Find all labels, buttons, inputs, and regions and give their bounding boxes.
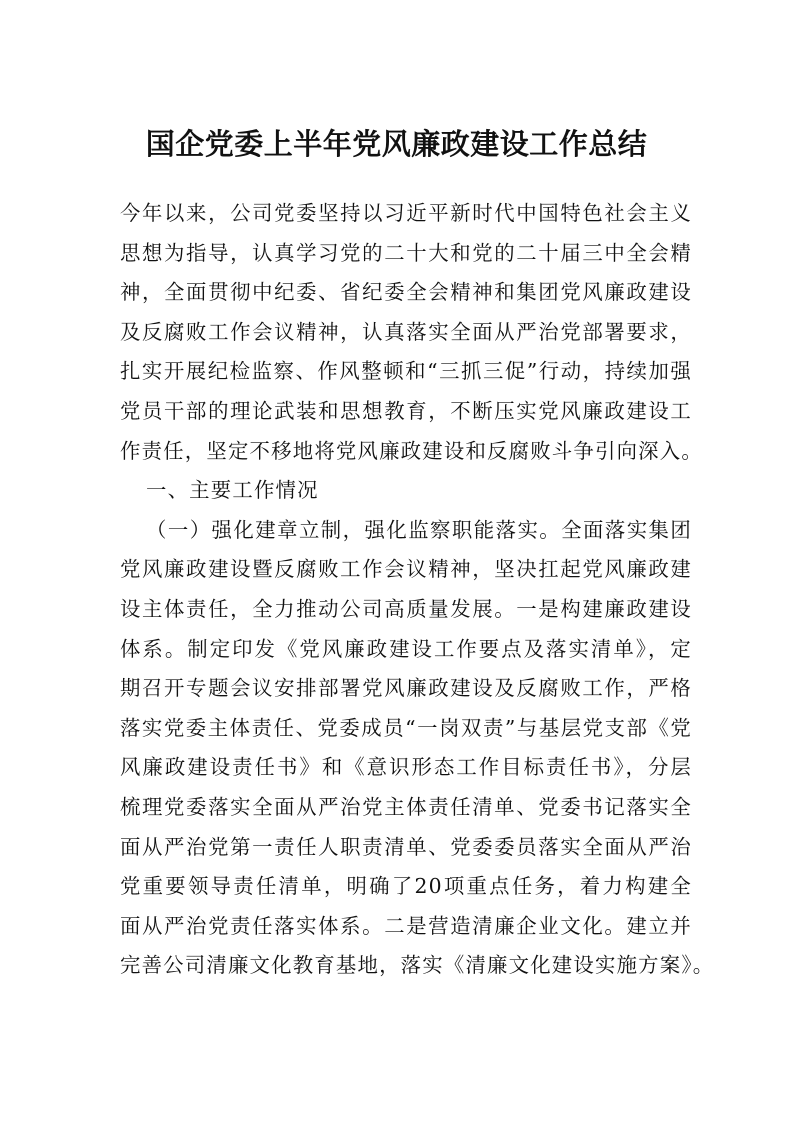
section-heading: 一、主要工作情况: [146, 478, 319, 503]
paragraph-1-line-5: 扎实开展纪检监察、作风整顿和“三抓三促”行动，持续加强: [120, 359, 692, 384]
document-body: [120, 194, 715, 986]
paragraph-2-line-1: （一）强化建章立制，强化监察职能落实。全面落实集团: [146, 517, 692, 542]
paragraph-2-line-4: 体系。制定印发《党风廉政建设工作要点及落实清单》，定: [120, 636, 692, 661]
paragraph-2-line-10: 党重要领导责任清单，明确了20项重点任务，着力构建全: [120, 874, 692, 899]
paragraph-2-line-2: 党风廉政建设暨反腐败工作会议精神，坚决扛起党风廉政建: [120, 557, 692, 582]
paragraph-2-line-7: 风廉政建设责任书》和《意识形态工作目标责任书》，分层: [120, 755, 692, 780]
paragraph-2-line-12: 完善公司清廉文化教育基地，落实《清廉文化建设实施方案》。: [120, 953, 715, 978]
paragraph-2-line-6: 落实党委主体责任、党委成员“一岗双责”与基层党支部《党: [120, 715, 692, 740]
document-title: 国企党委上半年党风廉政建设工作总结: [145, 127, 648, 161]
paragraph-2-line-3: 设主体责任，全力推动公司高质量发展。一是构建廉政建设: [120, 596, 692, 621]
paragraph-1-line-2: 思想为指导，认真学习党的二十大和党的二十届三中全会精: [120, 240, 692, 265]
paragraph-1-line-7: 作责任，坚定不移地将党风廉政建设和反腐败斗争引向深入。: [120, 438, 703, 463]
paragraph-2-line-8: 梳理党委落实全面从严治党主体责任清单、党委书记落实全: [120, 794, 692, 819]
paragraph-2-line-9: 面从严治党第一责任人职责清单、党委委员落实全面从严治: [120, 834, 692, 859]
paragraph-2-line-5: 期召开专题会议安排部署党风廉政建设及反腐败工作，严格: [120, 676, 692, 701]
paragraph-1-line-1: 今年以来，公司党委坚持以习近平新时代中国特色社会主义: [120, 201, 692, 225]
paragraph-2-line-11: 面从严治党责任落实体系。二是营造清廉企业文化。建立并: [120, 913, 692, 938]
paragraph-1-line-3: 神，全面贯彻中纪委、省纪委全会精神和集团党风廉政建设: [120, 280, 692, 305]
paragraph-1-line-4: 及反腐败工作会议精神，认真落实全面从严治党部署要求，: [120, 319, 692, 344]
paragraph-1-line-6: 党员干部的理论武装和思想教育，不断压实党风廉政建设工: [120, 398, 692, 423]
